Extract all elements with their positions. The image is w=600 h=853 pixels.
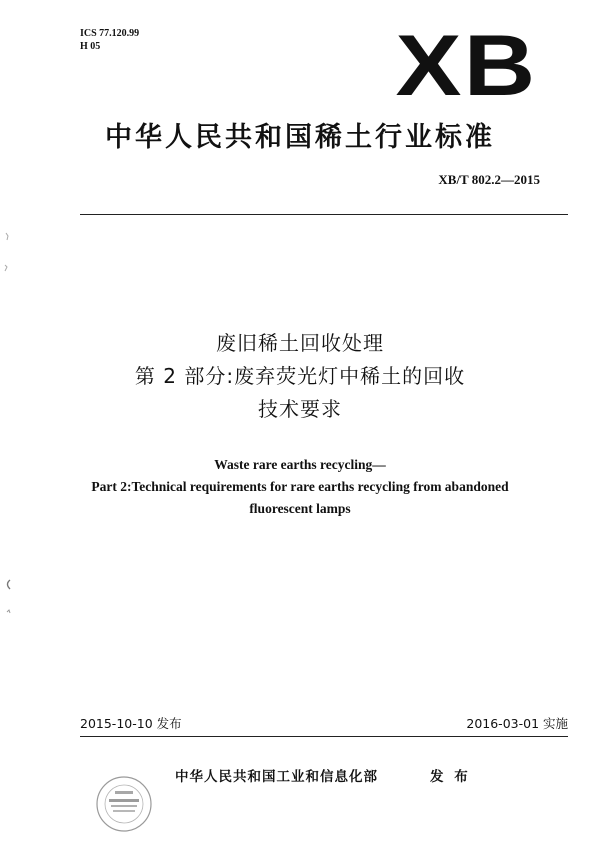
chinese-title-line-2: 第 2 部分:废弃荧光灯中稀土的回收 xyxy=(134,364,466,388)
publish-date: 2015-10-10 发布 xyxy=(80,716,182,731)
ics-code: ICS 77.120.99 xyxy=(80,28,140,39)
bottom-divider xyxy=(80,736,568,737)
standard-category-title: 中华人民共和国稀土行业标准 xyxy=(105,122,495,153)
english-title-line-2: Part 2:Technical requirements for rare earths recycling from abandoned xyxy=(91,479,509,494)
standard-code: XB/T 802.2—2015 xyxy=(438,172,540,187)
classification-block xyxy=(80,27,139,53)
chinese-title xyxy=(0,327,600,426)
issue-label: 发 布 xyxy=(430,769,471,785)
anti-counterfeit-stamp-icon xyxy=(95,775,153,833)
english-title-line-3: fluorescent lamps xyxy=(249,501,351,516)
chinese-title-line-3: 技术要求 xyxy=(258,397,342,421)
implement-date: 2016-03-01 实施 xyxy=(466,716,568,731)
top-divider xyxy=(80,214,568,215)
chinese-title-line-1: 废旧稀土回收处理 xyxy=(216,331,384,355)
english-title xyxy=(0,454,600,520)
scan-edge-marks xyxy=(0,0,20,853)
issuing-authority: 中华人民共和国工业和信息化部 xyxy=(175,769,378,785)
xb-logo: XB xyxy=(395,18,537,114)
ccs-code: H 05 xyxy=(80,41,101,52)
english-title-line-1: Waste rare earths recycling— xyxy=(214,457,386,472)
